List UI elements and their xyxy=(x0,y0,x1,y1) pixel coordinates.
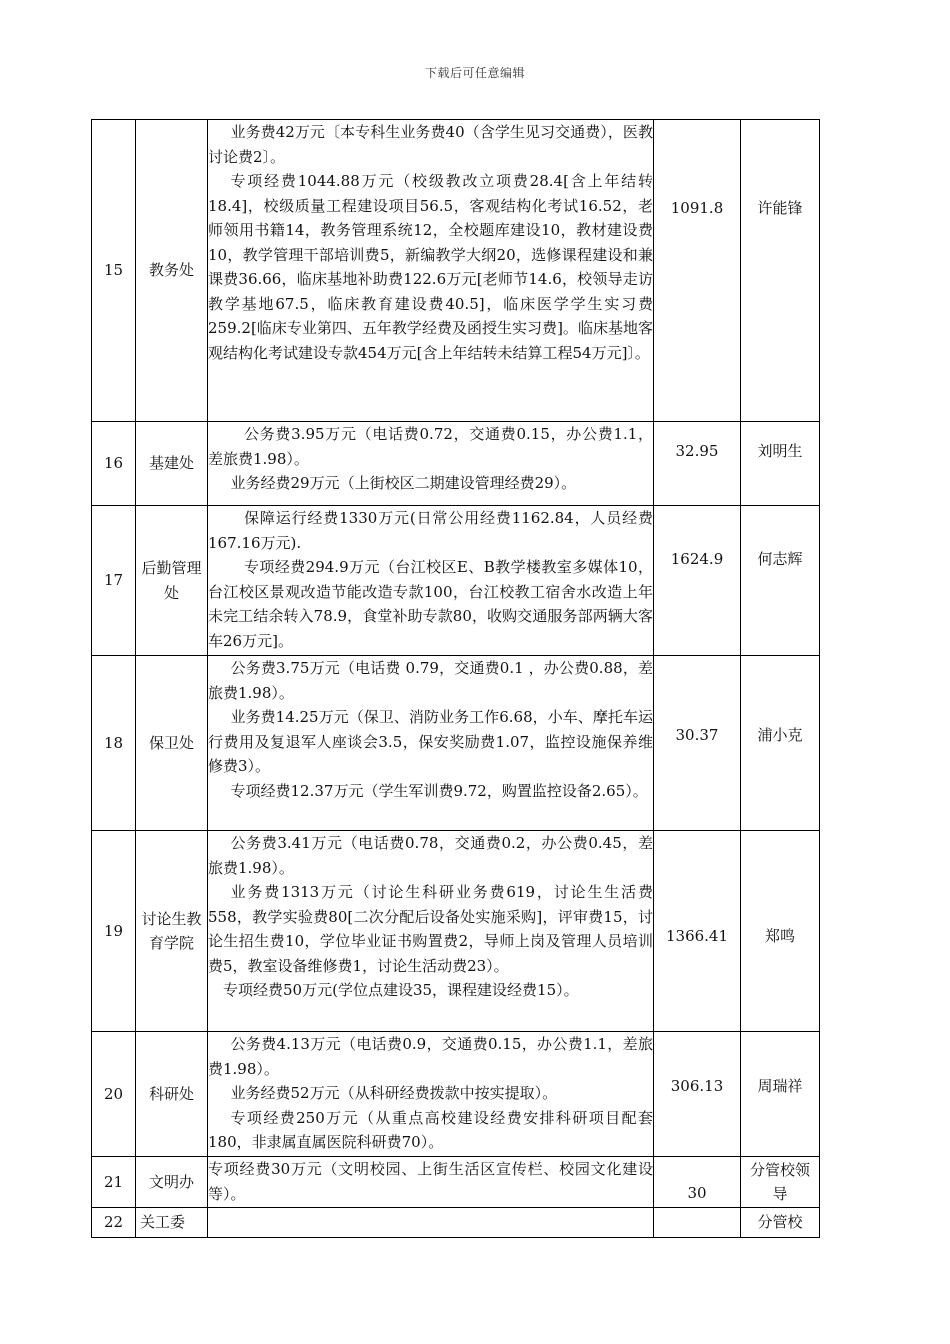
table-row xyxy=(92,1208,820,1238)
table-row xyxy=(92,422,820,506)
row-number: 22 xyxy=(92,1208,136,1238)
department-name: 后勤管理处 xyxy=(136,506,208,656)
description-paragraph: 公务费3.95万元（电话费0.72，交通费0.15，办公费1.1，差旅费1.98）。 xyxy=(208,425,653,468)
row-number: 21 xyxy=(92,1157,136,1208)
amount-value: 30 xyxy=(687,1183,707,1202)
description-paragraph: 业务经费29万元（上街校区二期建设管理经费29）。 xyxy=(230,474,577,492)
responsible-leader xyxy=(741,1157,820,1208)
amount-value: 1624.9 xyxy=(670,550,724,568)
description-paragraph: 保障运行经费1330万元(日常公用经费1162.84，人员经费167.16万元). xyxy=(208,509,653,552)
budget-table xyxy=(91,119,820,1238)
amount-value: 32.95 xyxy=(675,442,719,460)
budget-description xyxy=(208,422,654,506)
amount-value: 306.13 xyxy=(670,1077,724,1095)
row-number: 18 xyxy=(92,656,136,831)
budget-description xyxy=(208,1157,654,1208)
description-paragraph: 公务费3.41万元（电话费0.78，交通费0.2，办公费0.45，差旅费1.98）。 xyxy=(208,834,653,877)
leader-name: 何志辉 xyxy=(757,550,803,568)
table-row xyxy=(92,831,820,1032)
responsible-leader xyxy=(741,422,820,506)
department-name: 保卫处 xyxy=(136,656,208,831)
budget-amount xyxy=(654,422,741,506)
budget-amount xyxy=(654,831,741,1032)
leader-name: 浦小克 xyxy=(757,726,803,744)
department-name: 讨论生教育学院 xyxy=(136,831,208,1032)
department-name: 文明办 xyxy=(136,1157,208,1208)
amount-value: 30.37 xyxy=(675,726,719,744)
responsible-leader xyxy=(741,656,820,831)
department-name: 关工委 xyxy=(136,1208,208,1238)
leader-name: 分管校领导 xyxy=(749,1160,810,1203)
amount-value: 1091.8 xyxy=(670,199,724,217)
description-paragraph: 业务费14.25万元（保卫、消防业务工作6.68，小车、摩托车运行费用及复退军人座谈会3.5，保安奖励费1.07，监控设施保养维修费3）。 xyxy=(208,708,653,775)
budget-amount xyxy=(654,1208,741,1238)
description-paragraph: 专项经费1044.88万元（校级教改立项费28.4[含上年结转18.4]，校级质量工程建设项目56.5，客观结构化考试16.52，老师领用书籍14，教务管理系统12，全校题库建设10，教材建设费10，教学管理干部培训费5，新编教学大纲20，选修课程建设和兼课费36.66，临床基地补助费122.6万元[老师节14.6，校领导走访教学基地67.5，临床教育建设费40.5]，临床医学学生实习费259.2[临床专业第四、五年教学经费及函授生实习费]。临床基地客观结构化考试建设专款454万元[含上年结转未结算工程54万元]〕。 xyxy=(208,172,653,362)
budget-description xyxy=(208,1208,654,1238)
budget-description xyxy=(208,1032,654,1157)
row-number: 17 xyxy=(92,506,136,656)
description-paragraph: 业务经费52万元（从科研经费拨款中按实提取）。 xyxy=(230,1084,558,1102)
budget-amount xyxy=(654,506,741,656)
leader-name: 分管校 xyxy=(757,1213,803,1232)
description-paragraph: 专项经费294.9万元（台江校区E、B教学楼教室多媒体10，台江校区景观改造节能改造专款100，台江校教工宿舍水改造上年未完工结余转入78.9，食堂补助专款80，收购交通服务部两辆大客车26万元]。 xyxy=(208,558,653,650)
budget-amount xyxy=(654,1032,741,1157)
leader-name: 周瑞祥 xyxy=(757,1077,803,1095)
row-number: 15 xyxy=(92,120,136,422)
row-number: 16 xyxy=(92,422,136,506)
budget-description xyxy=(208,656,654,831)
responsible-leader xyxy=(741,831,820,1032)
page-header: 下载后可任意编辑 xyxy=(424,66,525,80)
responsible-leader xyxy=(741,506,820,656)
department-name: 教务处 xyxy=(136,120,208,422)
description-paragraph: 专项经费12.37万元（学生军训费9.72，购置监控设备2.65）。 xyxy=(230,781,648,800)
table-row xyxy=(92,506,820,656)
budget-description xyxy=(208,120,654,422)
budget-description xyxy=(208,831,654,1032)
budget-amount xyxy=(654,656,741,831)
responsible-leader xyxy=(741,1208,820,1238)
description-paragraph: 公务费4.13万元（电话费0.9，交通费0.15，办公费1.1，差旅费1.98）。 xyxy=(208,1035,653,1078)
description-paragraph: 业务费1313万元（讨论生科研业务费619，讨论生生活费558，教学实验费80[二次分配后设备处实施采购]，评审费15，讨论生招生费10，学位毕业证书购置费2，导师上岗及管理人员培训费5，教室设备维修费1，讨论生活动费23）。 xyxy=(208,883,653,975)
budget-amount xyxy=(654,1157,741,1208)
description-paragraph: 专项经费250万元（从重点高校建设经费安排科研项目配套180，非隶属直属医院科研费70）。 xyxy=(208,1108,653,1151)
amount-value: 1366.41 xyxy=(665,927,729,945)
table-row xyxy=(92,1032,820,1157)
budget-amount xyxy=(654,120,741,422)
department-name: 基建处 xyxy=(136,422,208,506)
responsible-leader xyxy=(741,120,820,422)
row-number: 19 xyxy=(92,831,136,1032)
leader-name: 许能锋 xyxy=(757,199,803,217)
leader-name: 郑鸣 xyxy=(764,927,795,945)
table-row xyxy=(92,1157,820,1208)
budget-description xyxy=(208,506,654,656)
table-row xyxy=(92,120,820,422)
responsible-leader xyxy=(741,1032,820,1157)
description-paragraph: 公务费3.75万元（电话费 0.79，交通费0.1 ，办公费0.88，差旅费1.98）。 xyxy=(208,659,653,702)
description-paragraph: 专项经费30万元（文明校园、上街生活区宣传栏、校园文化建设等）。 xyxy=(208,1160,653,1203)
description-paragraph: 专项经费50万元(学位点建设35，课程建设经费15）。 xyxy=(223,981,579,999)
row-number: 20 xyxy=(92,1032,136,1157)
description-paragraph: 业务费42万元〔本专科生业务费40（含学生见习交通费），医教讨论费2〕。 xyxy=(208,123,653,166)
leader-name: 刘明生 xyxy=(757,442,803,460)
table-row xyxy=(92,656,820,831)
department-name: 科研处 xyxy=(136,1032,208,1157)
